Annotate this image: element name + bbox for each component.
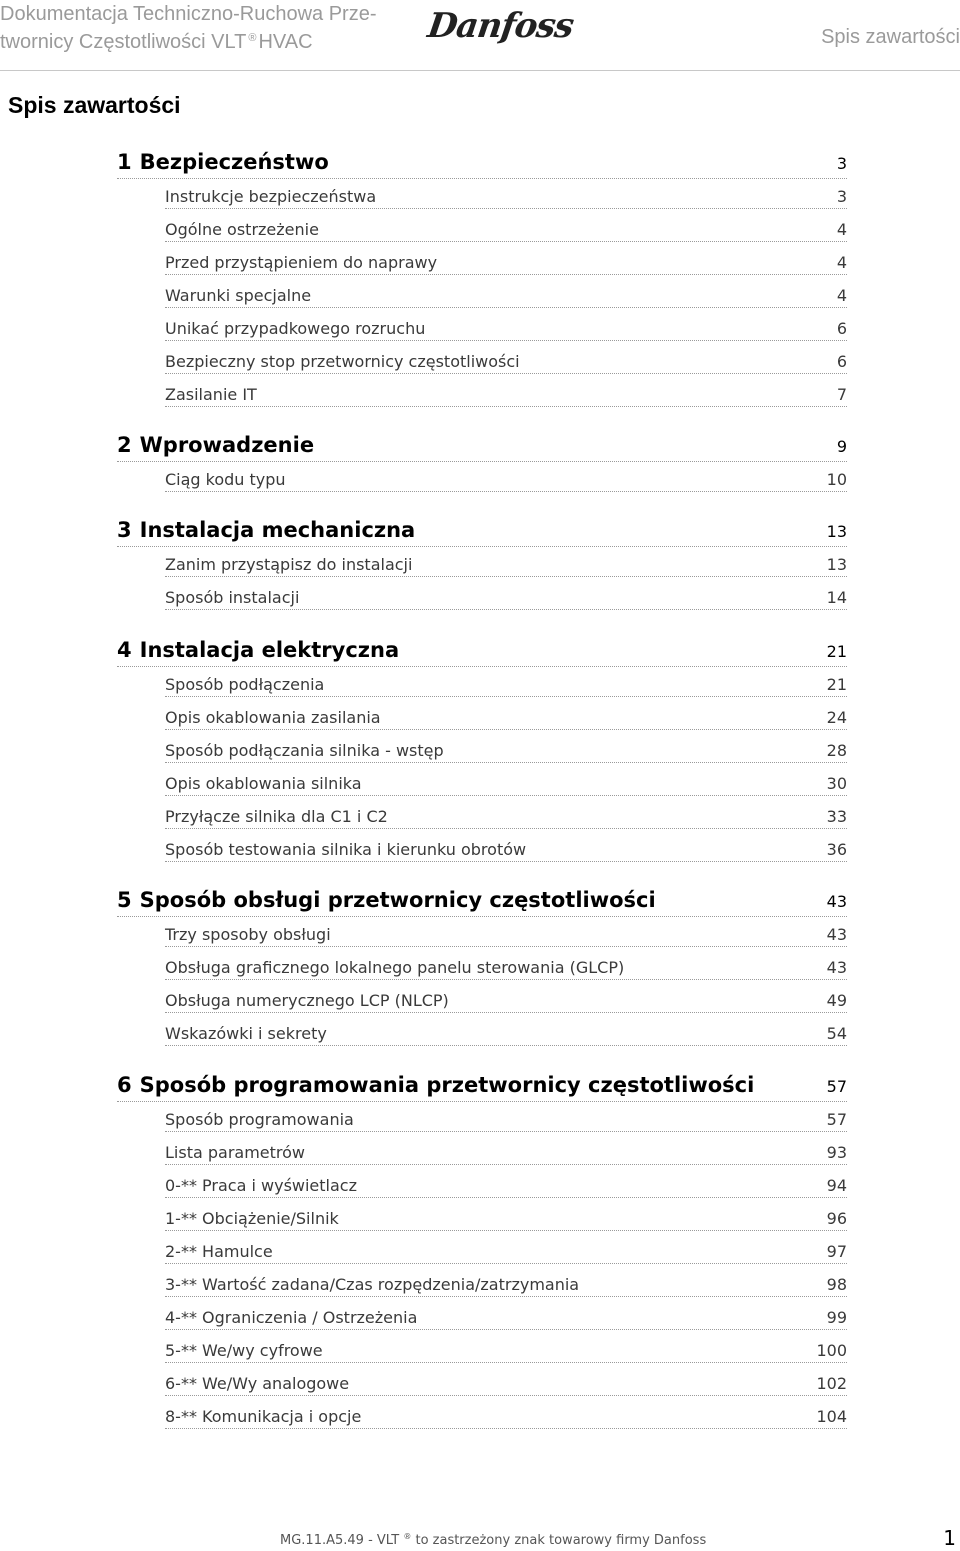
toc-entry-title: Obsługa graficznego lokalnego panelu sterowania (GLCP) — [165, 958, 625, 977]
toc-entry[interactable] — [165, 587, 847, 610]
chapter-page: 13 — [826, 522, 847, 541]
toc-entry-title: Trzy sposoby obsługi — [165, 925, 331, 944]
toc-entry[interactable] — [165, 839, 847, 862]
toc-entry-title: Sposób testowania silnika i kierunku obrotów — [165, 840, 527, 859]
chapter-page: 57 — [826, 1077, 847, 1096]
toc-entry-page: 33 — [826, 807, 847, 826]
toc-entry-page: 10 — [826, 470, 847, 489]
toc-entry-page: 14 — [826, 588, 847, 607]
chapter-page: 3 — [836, 154, 847, 173]
chapter-title: Instalacja mechaniczna — [139, 518, 416, 542]
toc-entry-page: 104 — [816, 1407, 847, 1426]
toc-entry-title: Bezpieczny stop przetwornicy częstotliwości — [165, 352, 520, 371]
toc-entry[interactable] — [165, 806, 847, 829]
toc-entry-page: 4 — [836, 220, 847, 239]
header-divider — [0, 70, 960, 71]
toc-entry[interactable] — [165, 1274, 847, 1297]
toc-entry[interactable] — [165, 707, 847, 730]
toc-entry-page: 98 — [826, 1275, 847, 1294]
registered-mark: ® — [248, 32, 257, 44]
chapter-number: 2 — [117, 433, 132, 457]
toc-entry[interactable] — [165, 318, 847, 341]
toc-entry[interactable] — [165, 990, 847, 1013]
danfoss-logo: Danfoss — [425, 6, 576, 46]
chapter-number: 1 — [117, 150, 132, 174]
toc-entry[interactable] — [165, 1241, 847, 1264]
chapter-title: Bezpieczeństwo — [139, 150, 329, 174]
toc-entry-page: 43 — [826, 958, 847, 977]
chapter-number: 6 — [117, 1073, 132, 1097]
toc-entry-title: Ciąg kodu typu — [165, 470, 286, 489]
toc-entry[interactable] — [165, 1142, 847, 1165]
toc-entry-title: Sposób programowania — [165, 1110, 354, 1129]
toc-entry-page: 4 — [836, 253, 847, 272]
toc-entry[interactable] — [165, 1109, 847, 1132]
toc-entry-page: 7 — [836, 385, 847, 404]
chapter-heading[interactable] — [117, 636, 847, 667]
toc-entry[interactable] — [165, 1208, 847, 1231]
toc-entry-title: Przed przystąpieniem do naprawy — [165, 253, 438, 272]
toc-entry-page: 4 — [836, 286, 847, 305]
toc-entry-title: 1-** Obciążenie/Silnik — [165, 1209, 339, 1228]
chapter-heading[interactable] — [117, 148, 847, 179]
toc-entry-title: Sposób podłączenia — [165, 675, 325, 694]
toc-entry-page: 36 — [826, 840, 847, 859]
chapter-heading[interactable] — [117, 516, 847, 547]
chapter-title: Sposób obsługi przetwornicy częstotliwości — [139, 888, 656, 912]
toc-entry-page: 102 — [816, 1374, 847, 1393]
chapter-heading[interactable] — [117, 431, 847, 462]
toc-entry-title: Ogólne ostrzeżenie — [165, 220, 319, 239]
toc-entry[interactable] — [165, 740, 847, 763]
toc-entry-title: 5-** We/wy cyfrowe — [165, 1341, 323, 1360]
toc-entry[interactable] — [165, 186, 847, 209]
toc-entry-page: 6 — [836, 352, 847, 371]
chapter-number: 4 — [117, 638, 132, 662]
toc-entry-page: 30 — [826, 774, 847, 793]
toc-entry[interactable] — [165, 285, 847, 308]
toc-entry-page: 3 — [836, 187, 847, 206]
toc-entry-page: 49 — [826, 991, 847, 1010]
toc-entry-title: Warunki specjalne — [165, 286, 312, 305]
toc-entry-title: 2-** Hamulce — [165, 1242, 273, 1261]
toc-entry-page: 100 — [816, 1341, 847, 1360]
toc-entry-title: Sposób instalacji — [165, 588, 300, 607]
toc-entry[interactable] — [165, 252, 847, 275]
toc-entry-page: 97 — [826, 1242, 847, 1261]
chapter-title: Instalacja elektryczna — [139, 638, 400, 662]
chapter-number: 5 — [117, 888, 132, 912]
toc-entry-page: 13 — [826, 555, 847, 574]
toc-entry[interactable] — [165, 1023, 847, 1046]
toc-entry-page: 21 — [826, 675, 847, 694]
toc-entry-page: 6 — [836, 319, 847, 338]
toc-entry-page: 94 — [826, 1176, 847, 1195]
toc-entry-page: 54 — [826, 1024, 847, 1043]
toc-entry[interactable] — [165, 773, 847, 796]
toc-entry-title: Wskazówki i sekrety — [165, 1024, 327, 1043]
toc-entry-title: Instrukcje bezpieczeństwa — [165, 187, 377, 206]
toc-entry-page: 99 — [826, 1308, 847, 1327]
toc-entry-title: Sposób podłączania silnika - wstęp — [165, 741, 444, 760]
chapter-page: 21 — [826, 642, 847, 661]
document-title — [0, 2, 420, 54]
page-title: Spis zawartości — [8, 92, 181, 118]
chapter-heading[interactable] — [117, 1071, 847, 1102]
toc-entry-page: 24 — [826, 708, 847, 727]
toc-entry[interactable] — [165, 219, 847, 242]
toc-entry-title: Zanim przystąpisz do instalacji — [165, 555, 413, 574]
toc-entry[interactable] — [165, 469, 847, 492]
toc-entry[interactable] — [165, 351, 847, 374]
chapter-title: Wprowadzenie — [139, 433, 315, 457]
chapter-page: 9 — [836, 437, 847, 456]
toc-entry-page: 28 — [826, 741, 847, 760]
toc-entry-page: 57 — [826, 1110, 847, 1129]
toc-entry-page: 43 — [826, 925, 847, 944]
footer-text: MG.11.A5.49 - VLT ® to zastrzeżony znak towarowy firmy Danfoss — [280, 1532, 707, 1548]
chapter-page: 43 — [826, 892, 847, 911]
toc-entry-title: 3-** Wartość zadana/Czas rozpędzenia/zatrzymania — [165, 1275, 580, 1294]
toc-entry[interactable] — [165, 1307, 847, 1330]
toc-entry-title: Przyłącze silnika dla C1 i C2 — [165, 807, 388, 826]
toc-entry[interactable] — [165, 1175, 847, 1198]
chapter-title: Sposób programowania przetwornicy częstotliwości — [139, 1073, 755, 1097]
toc-entry[interactable] — [165, 1340, 847, 1363]
chapter-heading[interactable] — [117, 886, 847, 917]
toc-entry-title: Lista parametrów — [165, 1143, 306, 1162]
toc-entry[interactable] — [165, 1406, 847, 1429]
document-title-line-2: twornicy Częstotliwości VLT ® HVAC — [0, 31, 313, 53]
page-number: 1 — [943, 1526, 956, 1550]
toc-entry-page: 96 — [826, 1209, 847, 1228]
toc-entry-title: 4-** Ograniczenia / Ostrzeżenia — [165, 1308, 418, 1327]
document-title-line-1: Dokumentacja Techniczno-Ruchowa Prze- — [0, 3, 377, 25]
chapter-number: 3 — [117, 518, 132, 542]
toc-entry-title: Zasilanie IT — [165, 385, 257, 404]
toc-entry[interactable] — [165, 957, 847, 980]
toc-entry-title: 6-** We/Wy analogowe — [165, 1374, 350, 1393]
toc-entry-title: Opis okablowania zasilania — [165, 708, 381, 727]
toc-entry[interactable] — [165, 554, 847, 577]
toc-entry-title: 0-** Praca i wyświetlacz — [165, 1176, 357, 1195]
toc-entry[interactable] — [165, 924, 847, 947]
toc-entry-title: Obsługa numerycznego LCP (NLCP) — [165, 991, 449, 1010]
toc-entry[interactable] — [165, 674, 847, 697]
registered-mark: ® — [403, 1532, 412, 1541]
toc-entry-title: Unikać przypadkowego rozruchu — [165, 319, 426, 338]
toc-entry[interactable] — [165, 384, 847, 407]
toc-entry-title: 8-** Komunikacja i opcje — [165, 1407, 362, 1426]
header-section-label: Spis zawartości — [821, 26, 960, 48]
toc-entry-page: 93 — [826, 1143, 847, 1162]
toc-entry[interactable] — [165, 1373, 847, 1396]
toc-entry-title: Opis okablowania silnika — [165, 774, 362, 793]
